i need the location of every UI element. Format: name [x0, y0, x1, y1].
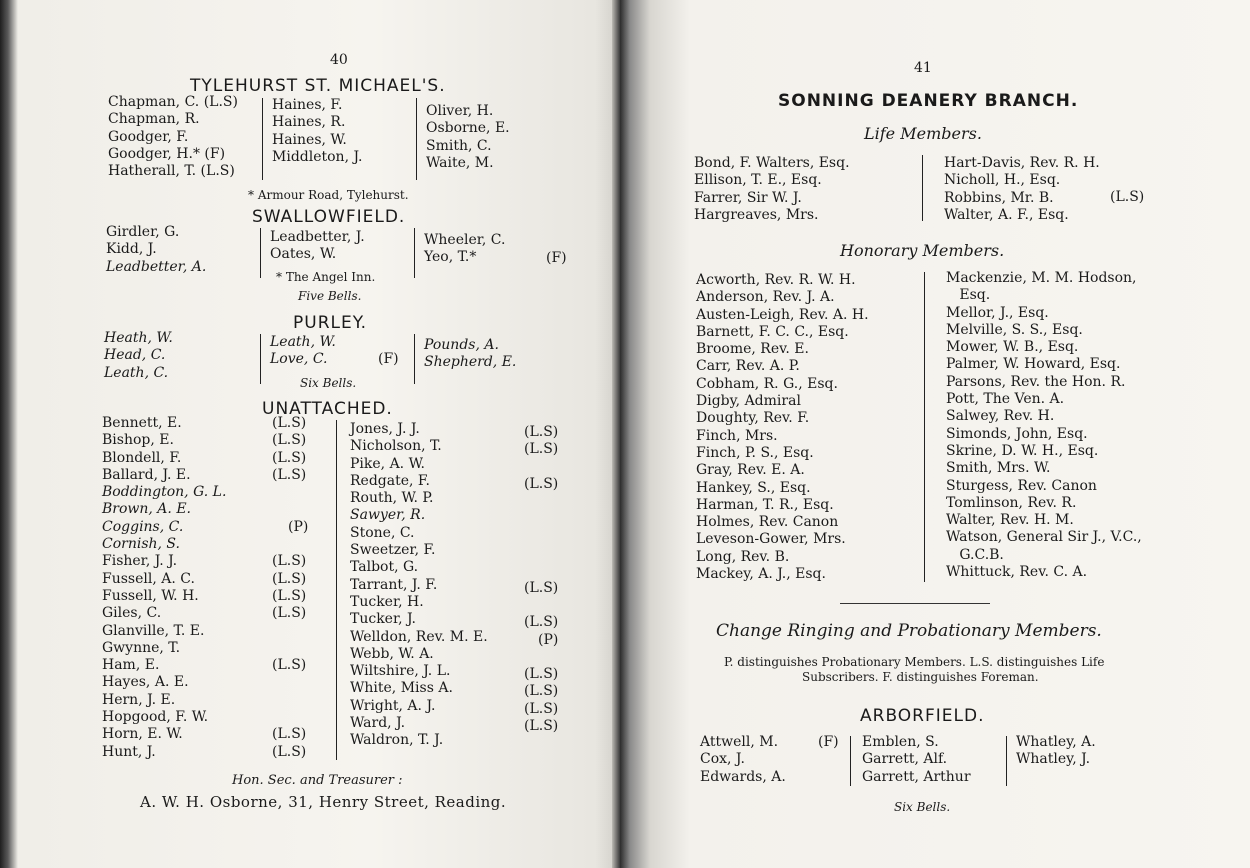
page-number-left: 40 — [330, 52, 348, 68]
column-divider — [1006, 736, 1007, 786]
tylehurst-col2: Haines, F. Haines, R. Haines, W. Middleton, J. — [272, 97, 363, 165]
tylehurst-col1: Chapman, C. (L.S) Chapman, R. Goodger, F. Goodger, H.* (F) Hatherall, T. (L.S) — [108, 94, 238, 180]
swallowfield-col1: Girdler, G. Kidd, J. Leadbetter, A. — [106, 224, 207, 275]
honorary-members-col2: Mackenzie, M. M. Hodson, Esq. Mellor, J., Esq. Melville, S. S., Esq. Mower, W. B., Esq. Palmer, W. Howard, Esq. Parsons, Rev. the Hon. R. Pott, The Ven. A. Salwey, Rev. H. Simonds, John, Esq. Skrine, D. W. H., Esq. Smith, Mrs. W. Sturgess, Rev. Canon Tomlinson, Rev. R. Walter, Rev. H. M. Watson, General Sir J., V.C., G.C.B. Whittuck, Rev. C. A. — [946, 270, 1142, 581]
section-title-swallowfield: SWALLOWFIELD. — [252, 207, 406, 227]
arborfield-col1: Attwell, M. Cox, J. Edwards, A. — [700, 734, 786, 785]
swallowfield-col2: Leadbetter, J. Oates, W. — [270, 229, 365, 263]
tylehurst-col3: Oliver, H. Osborne, E. Smith, C. Waite, M. — [426, 103, 510, 171]
life-members-col2: Hart-Davis, Rev. R. H. Nicholl, H., Esq. Robbins, Mr. B. Walter, A. F., Esq. — [944, 155, 1100, 223]
footer-label: Hon. Sec. and Treasurer : — [232, 773, 403, 788]
purley-bells: Six Bells. — [300, 376, 357, 390]
arborfield-foreman-tag: (F) — [818, 734, 839, 750]
section-title-purley: PURLEY. — [293, 313, 368, 333]
swallowfield-col3: Wheeler, C. Yeo, T.* — [424, 232, 506, 266]
arborfield-col2: Emblen, S. Garrett, Alf. Garrett, Arthur — [862, 734, 971, 785]
purley-col2: Leath, W. Love, C. — [270, 334, 336, 368]
swallowfield-foreman-tag: (F) — [546, 250, 567, 266]
unattached-col1-tags: (L.S) (L.S) (L.S) (L.S) (P) (L.S) (L.S) (L.S) (L.S) (L.S) (L.S) (L.S) — [272, 415, 309, 760]
page-number-right: 41 — [914, 60, 932, 76]
honorary-members-heading: Honorary Members. — [840, 241, 1005, 260]
unattached-col2-names: Jones, J. J. Nicholson, T. Pike, A. W. Redgate, F. Routh, W. P. Sawyer, R. Stone, C. Sweetzer, F. Talbot, G. Tarrant, J. F. Tucker, H. Tucker, J. Welldon, Rev. M. E. Webb, W. A. Wiltshire, J. L. White, Miss A. Wright, A. J. Ward, J. Waldron, T. J. — [350, 421, 488, 749]
column-divider — [414, 228, 415, 278]
swallowfield-bells: Five Bells. — [298, 289, 362, 303]
column-divider — [260, 228, 261, 278]
column-divider — [262, 98, 263, 180]
right-page — [620, 0, 1250, 868]
life-members-tags: (L.S) — [1110, 189, 1145, 205]
section-rule — [840, 603, 990, 604]
branch-title: SONNING DEANERY BRANCH. — [778, 91, 1079, 111]
legend-line-2: Subscribers. F. distinguishes Foreman. — [802, 670, 1039, 684]
honorary-members-col1: Acworth, Rev. R. W. H. Anderson, Rev. J. A. Austen-Leigh, Rev. A. H. Barnett, F. C. C., Esq. Broome, Rev. E. Carr, Rev. A. P. Cobham, R. G., Esq. Digby, Admiral Doughty, Rev. F. Finch, Mrs. Finch, P. S., Esq. Gray, Rev. E. A. Hankey, S., Esq. Harman, T. R., Esq. Holmes, Rev. Canon Leveson-Gower, Mrs. Long, Rev. B. Mackey, A. J., Esq. — [696, 272, 869, 583]
tylehurst-note: * Armour Road, Tylehurst. — [248, 188, 409, 202]
column-divider — [414, 334, 415, 384]
legend-line-1: P. distinguishes Probationary Members. L.S. distinguishes Life — [724, 655, 1105, 669]
column-divider — [260, 334, 261, 384]
swallowfield-note: * The Angel Inn. — [276, 270, 376, 284]
section-title-arborfield: ARBORFIELD. — [860, 706, 985, 726]
arborfield-bells: Six Bells. — [894, 800, 951, 814]
unattached-col1-names: Bennett, E. Bishop, E. Blondell, F. Ballard, J. E. Boddington, G. L. Brown, A. E. Coggins, C. Cornish, S. Fisher, J. J. Fussell, A. C. Fussell, W. H. Giles, C. Glanville, T. E. Gwynne, T. Ham, E. Hayes, A. E. Hern, J. E. Hopgood, F. W. Horn, E. W. Hunt, J. — [102, 415, 227, 760]
column-divider — [850, 736, 851, 786]
section-title-unattached: UNATTACHED. — [262, 399, 393, 419]
left-page — [0, 0, 620, 868]
purley-col3: Pounds, A. Shepherd, E. — [424, 337, 517, 371]
column-divider — [336, 420, 337, 760]
purley-foreman-tag: (F) — [378, 351, 399, 367]
purley-col1: Heath, W. Head, C. Leath, C. — [104, 330, 173, 381]
life-members-col1: Bond, F. Walters, Esq. Ellison, T. E., Esq. Farrer, Sir W. J. Hargreaves, Mrs. — [694, 155, 850, 223]
footer-address: A. W. H. Osborne, 31, Henry Street, Reading. — [140, 793, 507, 811]
column-divider — [416, 98, 417, 180]
column-divider — [922, 155, 923, 221]
section-title-tylehurst: TYLEHURST ST. MICHAEL'S. — [190, 76, 446, 96]
arborfield-col3: Whatley, A. Whatley, J. — [1016, 734, 1096, 768]
column-divider — [924, 272, 925, 582]
unattached-col2-tags: (L.S) (L.S) (L.S) (L.S) (L.S) (P) (L.S) (L.S) (L.S) (L.S) — [524, 424, 559, 735]
life-members-heading: Life Members. — [864, 124, 982, 143]
change-ringing-heading: Change Ringing and Probationary Members. — [716, 621, 1102, 641]
